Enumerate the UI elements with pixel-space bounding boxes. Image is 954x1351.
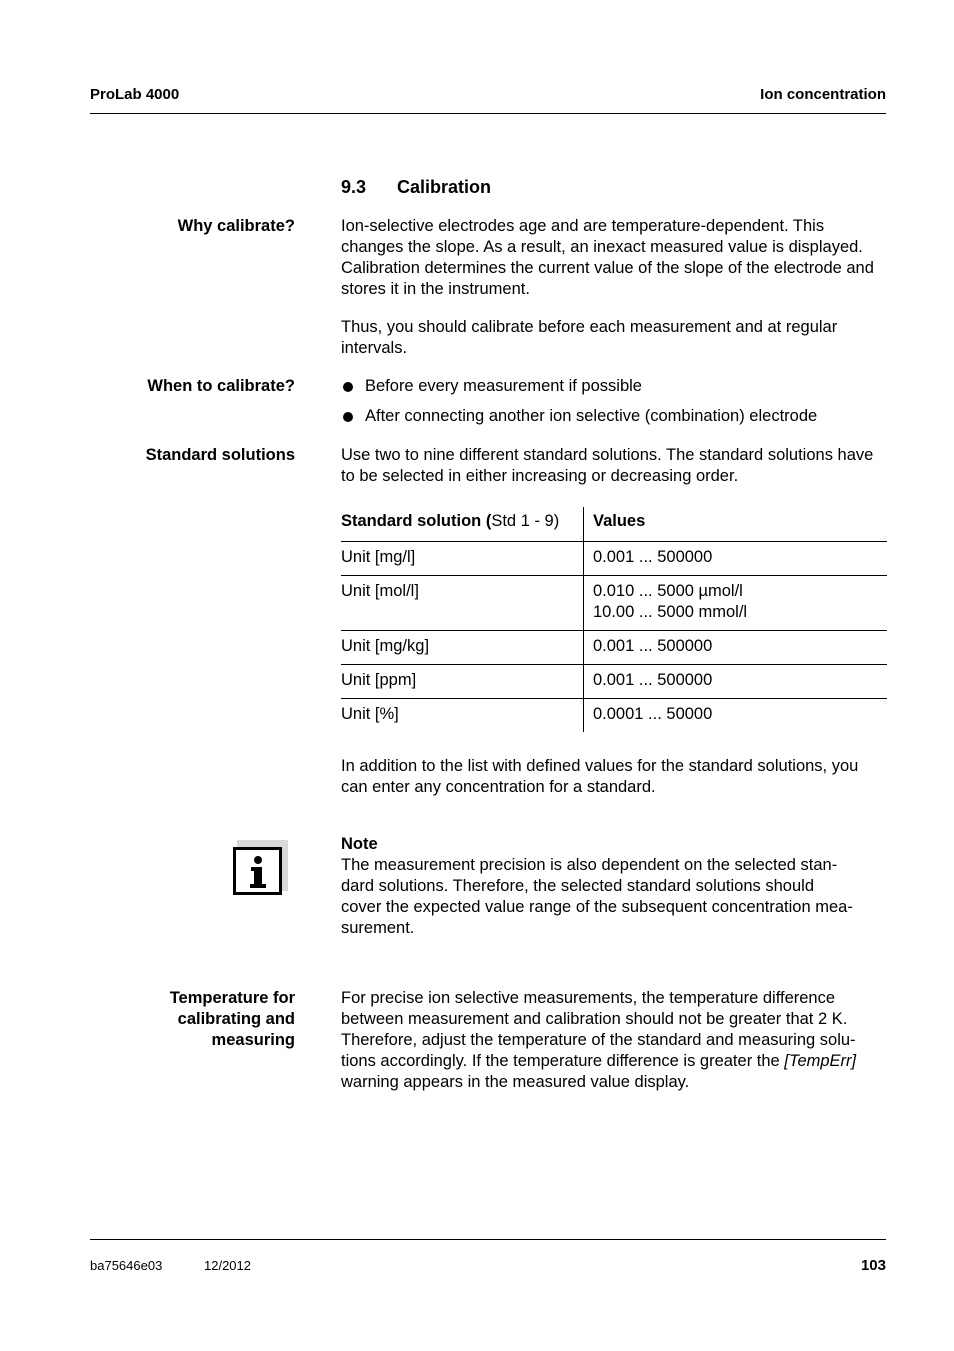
temperature-label-line: measuring <box>211 1031 295 1049</box>
footer-doc-id: ba75646e03 <box>90 1258 163 1273</box>
table-row <box>341 630 887 664</box>
note-line: cover the expected value range of the subsequent concentration mea- <box>341 898 853 916</box>
table-header-standard-solution <box>341 507 584 541</box>
table-header-values: Values <box>593 512 646 530</box>
table-row <box>341 664 887 698</box>
bullet-icon <box>343 382 353 392</box>
section-title: Calibration <box>397 177 492 197</box>
when-calibrate-label: When to calibrate? <box>147 377 295 395</box>
standard-solutions-after-text: In addition to the list with defined values for the standard solutions, you can enter any concentration for a standard. <box>341 757 859 796</box>
why-calibrate-text-2: Thus, you should calibrate before each measurement and at regular intervals. <box>341 318 838 357</box>
bullet-item <box>341 376 642 397</box>
header-divider <box>90 113 886 114</box>
table-cell-unit: Unit [mg/l] <box>341 541 584 575</box>
header-chapter-title: Ion concentration <box>760 86 886 103</box>
temperature-label-line: calibrating and <box>177 1010 295 1028</box>
temperature-line <box>341 1051 889 1072</box>
table-cell-unit: Unit [ppm] <box>341 664 584 698</box>
page-number: 103 <box>860 1257 886 1274</box>
table-cell-values: 0.001 ... 500000 <box>584 664 888 698</box>
bullet-text: Before every measurement if possible <box>365 377 642 395</box>
standard-solutions-label: Standard solutions <box>145 446 295 464</box>
standard-solutions-table <box>341 507 887 732</box>
footer-date: 12/2012 <box>204 1258 251 1273</box>
temperature-line: warning appears in the measured value display. <box>341 1073 690 1091</box>
why-calibrate-text: Ion-selective electrodes age and are temperature-dependent. This changes the slope. As a result, an inexact measured value is displayed. Calibration determines the current value of the slope of the electrode and stores it in the instrument. <box>341 217 874 298</box>
note-line: The measurement precision is also dependent on the selected stan- <box>341 856 838 874</box>
temperature-label-line: Temperature for <box>169 989 295 1007</box>
bullet-text: After connecting another ion selective (combination) electrode <box>365 407 818 425</box>
why-calibrate-label: Why calibrate? <box>177 217 295 235</box>
bullet-icon <box>343 412 353 422</box>
table-row <box>341 575 887 630</box>
table-cell-values: 0.001 ... 500000 <box>584 541 888 575</box>
header-normal-text: Std 1 - 9) <box>491 512 560 530</box>
temperature-label <box>95 988 295 1051</box>
temperature-line: Therefore, adjust the temperature of the standard and measuring solu- <box>341 1031 856 1049</box>
temperature-line: between measurement and calibration should not be greater that 2 K. <box>341 1010 848 1028</box>
standard-solutions-text: Use two to nine different standard solutions. The standard solutions have to be selected in either increasing or decreasing order. <box>341 446 874 485</box>
info-icon <box>233 840 288 895</box>
table-row <box>341 698 887 732</box>
note-title: Note <box>341 835 378 853</box>
table-cell-values: 0.001 ... 500000 <box>584 630 888 664</box>
table-header-row <box>341 507 887 541</box>
value-line: 10.00 ... 5000 mmol/l <box>593 602 748 621</box>
bullet-item <box>341 406 817 427</box>
table-cell-unit: Unit [%] <box>341 698 584 732</box>
section-number: 9.3 <box>341 177 367 197</box>
temperr-warning-code: [TempErr] <box>784 1052 857 1070</box>
table-row <box>341 541 887 575</box>
header-product-name: ProLab 4000 <box>90 86 180 103</box>
temperature-text <box>341 988 889 1093</box>
table-cell-values: 0.0001 ... 50000 <box>584 698 888 732</box>
note-line: dard solutions. Therefore, the selected standard solutions should <box>341 877 814 895</box>
header-bold-text: Standard solution ( <box>341 512 492 530</box>
note-text <box>341 855 889 939</box>
table-cell-unit: Unit [mg/kg] <box>341 630 584 664</box>
temperature-line: For precise ion selective measurements, the temperature difference <box>341 989 836 1007</box>
table-cell-values <box>584 575 888 630</box>
temperature-line-text: tions accordingly. If the temperature difference is greater the <box>341 1052 785 1070</box>
value-line: 0.010 ... 5000 µmol/l <box>593 581 743 600</box>
table-cell-unit: Unit [mol/l] <box>341 575 584 630</box>
note-line: surement. <box>341 919 415 937</box>
footer-divider <box>90 1239 886 1240</box>
